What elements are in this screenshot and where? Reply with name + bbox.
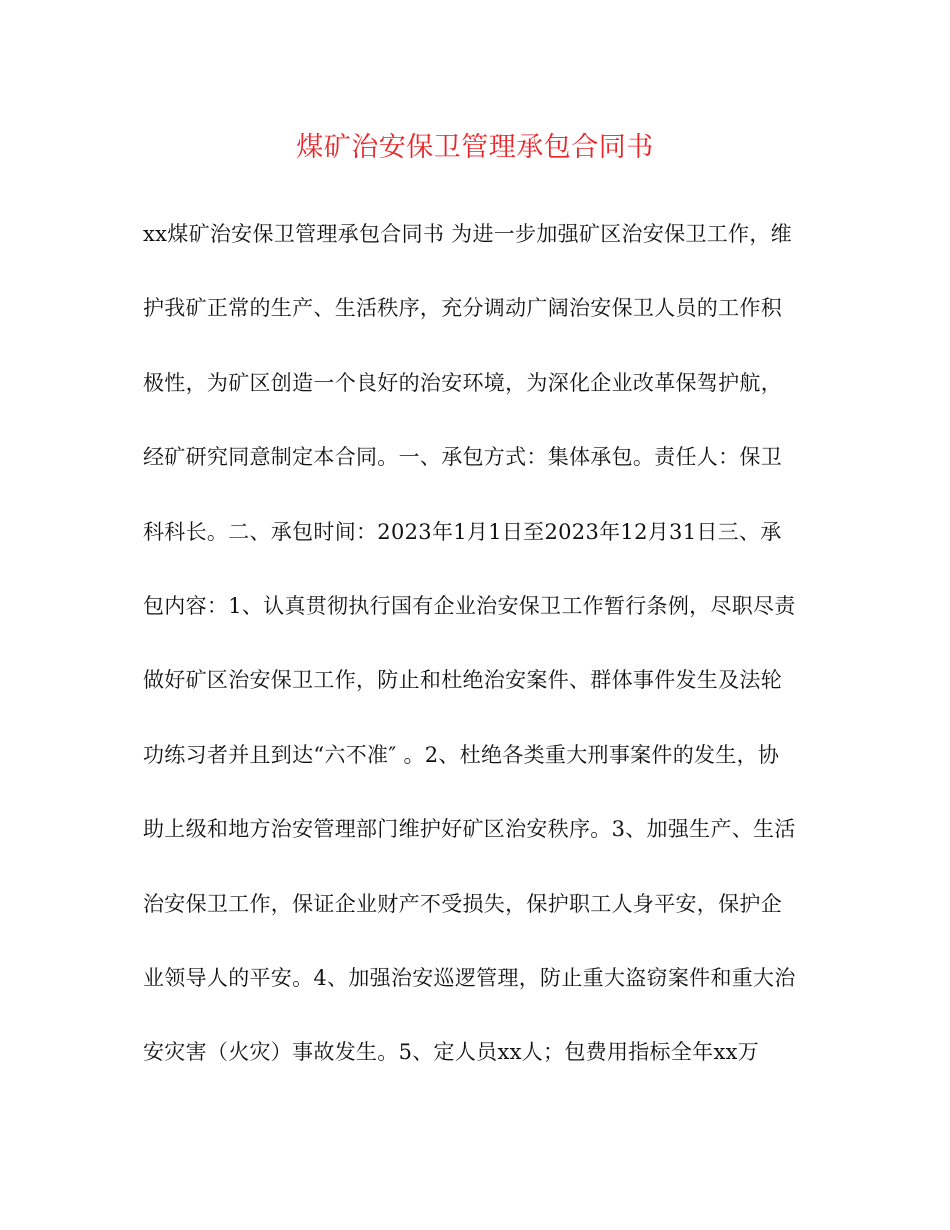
body-line: 功练习者并且到达“六不准″ 。2、杜绝各类重大刑事案件的发生，协 bbox=[143, 742, 780, 767]
body-line: 业领导人的平安。4、加强治安巡逻管理，防止重大盗窃案件和重大治 bbox=[143, 965, 796, 990]
body-line: 做好矿区治安保卫工作，防止和杜绝治安案件、群体事件发生及法轮 bbox=[143, 668, 782, 693]
body-line: 科科长。二、承包时间：2023年1月1日至2023年12月31日三、承 bbox=[143, 519, 782, 544]
body-line: 治安保卫工作，保证企业财产不受损失，保护职工人身平安，保护企 bbox=[143, 891, 782, 916]
body-line: 极性，为矿区创造一个良好的治安环境，为深化企业改革保驾护航， bbox=[143, 370, 782, 395]
body-line: 安灾害（火灾）事故发生。5、定人员xx人；包费用指标全年xx万 bbox=[143, 1040, 760, 1065]
body-line: 包内容：1、认真贯彻执行国有企业治安保卫工作暂行条例，尽职尽责 bbox=[143, 593, 796, 618]
body-line: 护我矿正常的生产、生活秩序，充分调动广阔治安保卫人员的工作积 bbox=[143, 296, 782, 321]
document-title: 煤矿治安保卫管理承包合同书 bbox=[296, 132, 654, 163]
body-line: xx煤矿治安保卫管理承包合同书 为进一步加强矿区治安保卫工作，维 bbox=[143, 222, 792, 246]
document-body bbox=[143, 208, 823, 1101]
body-line: 经矿研究同意制定本合同。一、承包方式：集体承包。责任人：保卫 bbox=[143, 445, 782, 470]
body-line: 助上级和地方治安管理部门维护好矿区治安秩序。3、加强生产、生活 bbox=[143, 817, 796, 842]
